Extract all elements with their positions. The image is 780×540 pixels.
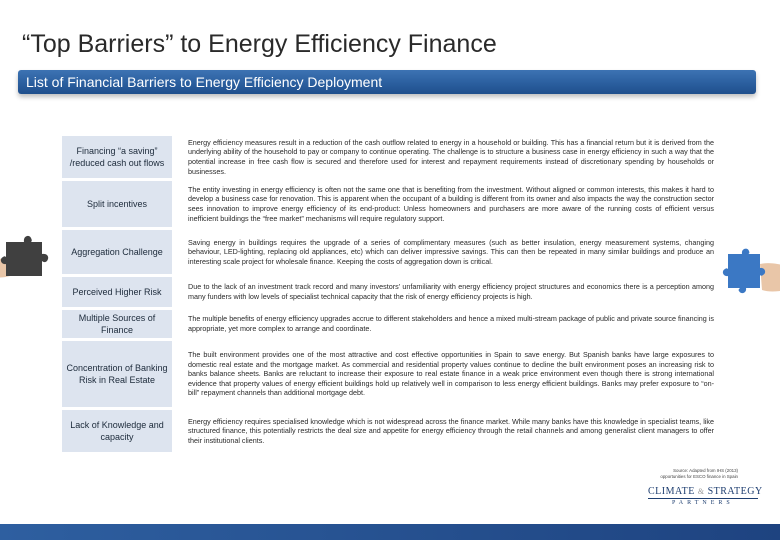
barrier-label: Perceived Higher Risk	[62, 277, 172, 307]
logo-rule	[648, 498, 758, 499]
barrier-label: Multiple Sources of Finance	[62, 310, 172, 338]
barrier-label: Lack of Knowledge and capacity	[62, 410, 172, 452]
company-logo	[648, 486, 763, 512]
source-note	[600, 468, 738, 480]
logo-word: CLIMATE	[648, 486, 695, 497]
barrier-row	[62, 181, 716, 227]
logo-subword: PARTNERS	[672, 500, 734, 506]
barrier-row	[62, 310, 716, 338]
source-line: Source: Adapted from IHS (2013)	[673, 468, 738, 473]
barrier-label: Split incentives	[62, 181, 172, 227]
barrier-description: The built environment provides one of the most attractive and cost effective opportunities in Spain to save energy. But Spanish banks have large exposures to domestic real estate and the mortgage market. As commercial and residential property values continue to decline the built environment poses an increasing risk to banks balance sheets. Banks are reluctant to increase their exposure to real estate finance in a weak price environment even though there is strong international evidence that property values of energy efficient buildings hold up relatively well in comparison to less energy efficient buildings. Banks may prefer exposure to “on-bill” repayment channels than additional mortgage debt.	[188, 350, 714, 398]
barrier-label: Concentration of Banking Risk in Real Estate	[62, 341, 172, 407]
barrier-description: Energy efficiency requires specialised knowledge which is not widespread across the finance market. While many banks have this knowledge in specialist teams, like structured finance, this potentially restricts the deal size and appetite for energy efficiency through the retail channels and among generalist client managers to offer their institutional clients.	[188, 416, 714, 445]
footer-bar	[0, 524, 780, 540]
barrier-list	[62, 136, 716, 455]
barrier-description: The multiple benefits of energy efficiency upgrades accrue to different stakeholders and hence a mixed multi-stream package of public and private source financing is appropriate, yet more complex to arrange and coordinate.	[188, 314, 714, 333]
barrier-row	[62, 136, 716, 178]
barrier-row	[62, 410, 716, 452]
source-line: opportunities for ESCO finance in Spain	[660, 474, 738, 479]
barrier-description: Energy efficiency measures result in a reduction of the cash outflow related to energy in a household or building. This has a financial return but it is derived from the underlying ability of the household to pay or company to continue operating. The challenge is to structure a business case in energy efficiency in such a way that the potential increase in free cash flow is secured and therefore used for interest and repayment requirements instead of discretionary spending by households or businesses.	[188, 137, 714, 176]
barrier-row	[62, 230, 716, 274]
barrier-description: The entity investing in energy efficiency is often not the same one that is benefiting from the investment. Without aligned or common interests, this makes it hard to develop a business case for renovation. This is apparent when the occupant of a building is different from its owner and also impacts the way the construction sector sees innovation to improve energy efficiency of its end-product: Unless homeowners and purchasers are more aware of the running costs of efficient versus inefficient buildings the “free market” mechanisms will require regulatory support.	[188, 184, 714, 223]
barrier-description: Saving energy in buildings requires the upgrade of a series of complimentary measures (such as better insulation, energy measurement systems, changing behaviour, LED-lighting, replacing old appliances, etc) which can deliver impressive savings. This can then be repeated in many similar buildings and produce an interesting scale project for wholesale finance. Keeping the costs of aggregation down is critical.	[188, 237, 714, 266]
section-banner	[18, 70, 756, 94]
barrier-row	[62, 277, 716, 307]
hand-with-puzzle-piece-left-icon	[0, 232, 50, 286]
barrier-label: Financing “a saving” /reduced cash out flows	[62, 136, 172, 178]
logo-wordmark	[648, 486, 763, 497]
logo-ampersand: &	[697, 487, 705, 496]
slide-title: “Top Barriers” to Energy Efficiency Finance	[22, 30, 497, 58]
logo-word: STRATEGY	[707, 486, 763, 497]
barrier-row	[62, 341, 716, 407]
banner-text: List of Financial Barriers to Energy Efficiency Deployment	[26, 74, 383, 90]
barrier-description: Due to the lack of an investment track record and many investors’ unfamiliarity with energy efficiency project structures and economics there is a perception among many funders with low levels of specialist technical capacity that the risk of energy efficiency projects is high.	[188, 282, 714, 301]
barrier-label: Aggregation Challenge	[62, 230, 172, 274]
hand-with-puzzle-piece-right-icon	[720, 246, 780, 306]
